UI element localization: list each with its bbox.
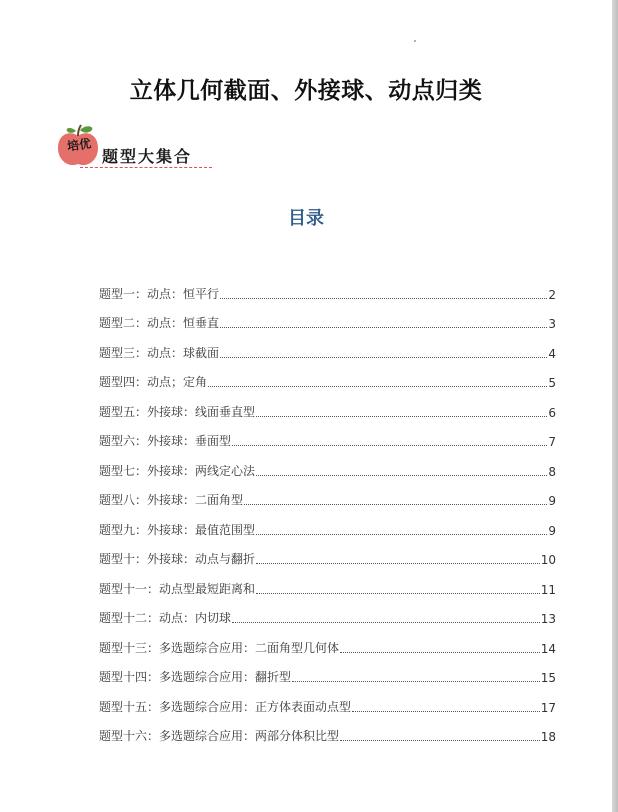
toc-entry-label: 题型十六：多选题综合应用：两部分体积比型 bbox=[99, 729, 340, 743]
toc-leader bbox=[256, 593, 540, 594]
page-edge-shadow bbox=[612, 0, 618, 812]
toc-entry-page: 13 bbox=[540, 612, 556, 626]
document-title: 立体几何截面、外接球、动点归类 bbox=[129, 78, 483, 104]
toc-entry[interactable] bbox=[99, 361, 556, 391]
toc-entry-label: 题型十二：动点：内切球 bbox=[99, 611, 232, 625]
toc-entry-label: 题型五：外接球：线面垂直型 bbox=[99, 404, 256, 419]
toc-entry-label: 题型八：外接球：二面角型 bbox=[99, 493, 244, 507]
toc-entry-page: 14 bbox=[540, 641, 556, 656]
toc-entry-page: 11 bbox=[540, 582, 556, 597]
toc-entry[interactable] bbox=[99, 685, 556, 715]
toc-entry[interactable] bbox=[99, 331, 556, 361]
toc-entry-label: 题型四：动点；定角 bbox=[99, 375, 208, 389]
toc-entry[interactable] bbox=[99, 656, 556, 686]
toc-leader bbox=[256, 534, 547, 535]
toc-entry-label: 题型一：动点：恒平行 bbox=[99, 286, 220, 301]
toc-leader bbox=[256, 563, 540, 564]
toc-leader bbox=[352, 711, 540, 712]
toc-entry-page: 9 bbox=[548, 494, 556, 508]
toc-entry-page: 8 bbox=[548, 464, 556, 479]
toc-leader bbox=[292, 681, 540, 682]
toc-leader bbox=[244, 504, 547, 505]
toc-entry-page: 2 bbox=[548, 287, 556, 302]
toc-entry[interactable] bbox=[99, 479, 556, 509]
toc-entry[interactable] bbox=[99, 597, 556, 627]
toc-entry-label: 题型十：外接球：动点与翻折 bbox=[99, 552, 256, 566]
toc-entry-label: 题型六：外接球：垂面型 bbox=[99, 434, 232, 448]
logo-text: 题型大集合 bbox=[102, 147, 193, 166]
toc-leader bbox=[232, 445, 547, 446]
toc-leader bbox=[220, 298, 547, 299]
toc-entry-label: 题型十五：多选题综合应用：正方体表面动点型 bbox=[99, 699, 352, 714]
toc-leader bbox=[208, 386, 547, 387]
toc-entry[interactable] bbox=[99, 272, 556, 302]
toc-entry[interactable] bbox=[99, 302, 556, 332]
toc-entry-page: 15 bbox=[540, 671, 556, 685]
toc-leader bbox=[256, 475, 547, 476]
toc-leader bbox=[340, 652, 540, 653]
toc-entry-page: 17 bbox=[540, 700, 556, 715]
toc-entry[interactable] bbox=[99, 538, 556, 568]
toc-entry[interactable] bbox=[99, 420, 556, 450]
toc-entry-label: 题型二：动点：恒垂直 bbox=[99, 316, 220, 330]
logo-apple-text: 培优 bbox=[66, 136, 92, 154]
toc-entry[interactable] bbox=[99, 715, 556, 745]
toc-leader bbox=[220, 357, 547, 358]
toc-leader bbox=[220, 327, 547, 328]
toc-entry-label: 题型十四：多选题综合应用：翻折型 bbox=[99, 670, 292, 684]
toc-entry[interactable] bbox=[99, 390, 556, 420]
toc-heading: 目录 bbox=[288, 208, 324, 229]
toc-entry-label: 题型九：外接球：最值范围型 bbox=[99, 522, 256, 537]
toc-entry-page: 4 bbox=[548, 346, 556, 361]
toc-entry-label: 题型七：外接球：两线定心法 bbox=[99, 463, 256, 478]
logo-underline bbox=[80, 167, 212, 168]
toc-leader bbox=[232, 622, 540, 623]
toc-entry-page: 7 bbox=[548, 435, 556, 449]
stray-dot bbox=[414, 40, 416, 42]
toc-entry[interactable] bbox=[99, 508, 556, 538]
toc-entry[interactable] bbox=[99, 567, 556, 597]
toc-entry-label: 题型十三：多选题综合应用：二面角型几何体 bbox=[99, 640, 340, 655]
toc-entry-page: 10 bbox=[540, 553, 556, 567]
toc-entry-page: 5 bbox=[548, 376, 556, 390]
toc-list bbox=[99, 272, 556, 744]
toc-entry-page: 6 bbox=[548, 405, 556, 420]
toc-leader bbox=[256, 416, 547, 417]
toc-entry[interactable] bbox=[99, 626, 556, 656]
toc-entry-page: 9 bbox=[548, 523, 556, 538]
toc-entry-label: 题型三：动点：球截面 bbox=[99, 345, 220, 360]
toc-leader bbox=[340, 740, 540, 741]
toc-entry-page: 18 bbox=[540, 730, 556, 744]
toc-entry-page: 3 bbox=[548, 317, 556, 331]
logo bbox=[56, 120, 216, 172]
toc-entry[interactable] bbox=[99, 449, 556, 479]
toc-entry-label: 题型十一：动点型最短距离和 bbox=[99, 581, 256, 596]
